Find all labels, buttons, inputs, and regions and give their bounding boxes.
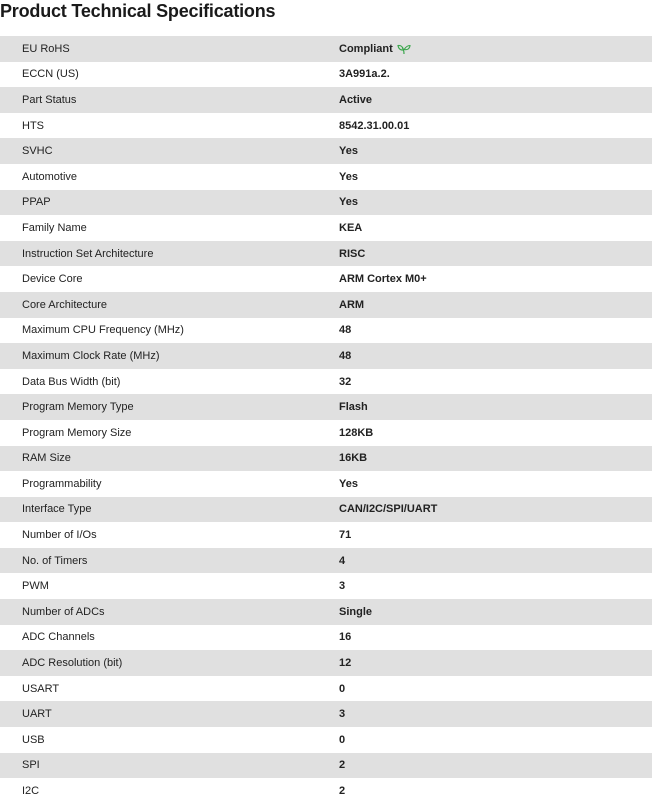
spec-value: 12 bbox=[339, 657, 352, 670]
spec-value-cell bbox=[339, 497, 652, 523]
spec-name: Core Architecture bbox=[22, 298, 107, 311]
spec-value: 16 bbox=[339, 631, 352, 644]
spec-value-cell bbox=[339, 266, 652, 292]
spec-value: Compliant bbox=[339, 42, 393, 55]
spec-value-cell bbox=[339, 420, 652, 446]
spec-name: I2C bbox=[22, 785, 40, 798]
spec-value: 48 bbox=[339, 349, 352, 362]
spec-value: 0 bbox=[339, 733, 346, 746]
spec-row bbox=[0, 497, 652, 523]
spec-value-cell bbox=[339, 676, 652, 702]
spec-value-cell bbox=[339, 573, 652, 599]
spec-name: ECCN (US) bbox=[22, 68, 79, 81]
spec-name: Interface Type bbox=[22, 503, 92, 516]
spec-row bbox=[0, 87, 652, 113]
spec-row bbox=[0, 215, 652, 241]
spec-value: Active bbox=[339, 93, 373, 106]
spec-name: RAM Size bbox=[22, 452, 71, 465]
spec-value-cell bbox=[339, 292, 652, 318]
spec-value-cell bbox=[339, 778, 652, 804]
spec-row bbox=[0, 190, 652, 216]
spec-value-cell bbox=[339, 318, 652, 344]
spec-value-cell bbox=[339, 138, 652, 164]
spec-value-cell bbox=[339, 650, 652, 676]
spec-value-cell bbox=[339, 36, 652, 62]
spec-value: 2 bbox=[339, 759, 346, 772]
spec-value-cell bbox=[339, 87, 652, 113]
spec-value-cell bbox=[339, 599, 652, 625]
spec-value: 16KB bbox=[339, 452, 368, 465]
spec-value: Yes bbox=[339, 170, 358, 183]
spec-value-cell bbox=[339, 113, 652, 139]
spec-name: Program Memory Size bbox=[22, 426, 132, 439]
spec-value: 3A991a.2. bbox=[339, 68, 390, 81]
spec-name: Family Name bbox=[22, 221, 87, 234]
spec-row bbox=[0, 62, 652, 88]
specifications-table-body bbox=[0, 36, 652, 804]
spec-name: PPAP bbox=[22, 196, 51, 209]
spec-name: Programmability bbox=[22, 477, 102, 490]
spec-row bbox=[0, 164, 652, 190]
spec-value-cell bbox=[339, 753, 652, 779]
spec-value: 3 bbox=[339, 708, 346, 721]
spec-value: Yes bbox=[339, 145, 358, 158]
specifications-table bbox=[0, 36, 652, 804]
spec-name: Data Bus Width (bit) bbox=[22, 375, 121, 388]
spec-value-cell bbox=[339, 343, 652, 369]
spec-name: Maximum CPU Frequency (MHz) bbox=[22, 324, 184, 337]
spec-value: 8542.31.00.01 bbox=[339, 119, 410, 132]
spec-name: Number of ADCs bbox=[22, 605, 105, 618]
page-title: Product Technical Specifications bbox=[0, 1, 276, 21]
spec-value-cell bbox=[339, 548, 652, 574]
spec-value-cell bbox=[339, 62, 652, 88]
spec-value: 2 bbox=[339, 785, 346, 798]
leaf-icon bbox=[397, 43, 411, 55]
spec-value: 71 bbox=[339, 529, 352, 542]
spec-name: HTS bbox=[22, 119, 44, 132]
spec-value: ARM Cortex M0+ bbox=[339, 273, 427, 286]
spec-value-cell bbox=[339, 164, 652, 190]
spec-name: USB bbox=[22, 733, 45, 746]
spec-name: Number of I/Os bbox=[22, 529, 97, 542]
spec-value: RISC bbox=[339, 247, 366, 260]
spec-value: ARM bbox=[339, 298, 365, 311]
spec-value-cell bbox=[339, 241, 652, 267]
spec-value: Yes bbox=[339, 477, 358, 490]
spec-value-cell bbox=[339, 625, 652, 651]
spec-name: SVHC bbox=[22, 145, 53, 158]
spec-value: Single bbox=[339, 605, 373, 618]
spec-name: PWM bbox=[22, 580, 49, 593]
spec-row bbox=[0, 420, 652, 446]
spec-name: ADC Resolution (bit) bbox=[22, 657, 123, 670]
spec-value: Yes bbox=[339, 196, 358, 209]
spec-row bbox=[0, 369, 652, 395]
spec-name: Device Core bbox=[22, 273, 83, 286]
spec-row bbox=[0, 446, 652, 472]
spec-name: SPI bbox=[22, 759, 40, 772]
spec-value-cell bbox=[339, 701, 652, 727]
spec-value: 3 bbox=[339, 580, 346, 593]
spec-value: 32 bbox=[339, 375, 352, 388]
spec-value-cell bbox=[339, 522, 652, 548]
spec-value-cell bbox=[339, 215, 652, 241]
spec-row bbox=[0, 471, 652, 497]
spec-name: No. of Timers bbox=[22, 554, 88, 567]
spec-name: ADC Channels bbox=[22, 631, 95, 644]
spec-row bbox=[0, 625, 652, 651]
spec-row bbox=[0, 650, 652, 676]
spec-value: 0 bbox=[339, 682, 346, 695]
spec-row bbox=[0, 573, 652, 599]
spec-row bbox=[0, 778, 652, 804]
spec-name: Part Status bbox=[22, 93, 77, 106]
spec-row bbox=[0, 36, 652, 62]
spec-name: Instruction Set Architecture bbox=[22, 247, 154, 260]
spec-value-cell bbox=[339, 727, 652, 753]
spec-value: CAN/I2C/SPI/UART bbox=[339, 503, 438, 516]
spec-row bbox=[0, 266, 652, 292]
spec-name: EU RoHS bbox=[22, 42, 70, 55]
spec-name: Automotive bbox=[22, 170, 78, 183]
spec-row bbox=[0, 599, 652, 625]
spec-name: Maximum Clock Rate (MHz) bbox=[22, 349, 160, 362]
spec-value-cell bbox=[339, 471, 652, 497]
spec-row bbox=[0, 318, 652, 344]
spec-value: 128KB bbox=[339, 426, 374, 439]
spec-value-cell bbox=[339, 369, 652, 395]
spec-row bbox=[0, 343, 652, 369]
spec-row bbox=[0, 292, 652, 318]
spec-value-cell bbox=[339, 394, 652, 420]
spec-row bbox=[0, 701, 652, 727]
spec-value-cell bbox=[339, 190, 652, 216]
spec-value: KEA bbox=[339, 221, 363, 234]
spec-row bbox=[0, 241, 652, 267]
spec-row bbox=[0, 113, 652, 139]
spec-row bbox=[0, 138, 652, 164]
spec-name: Program Memory Type bbox=[22, 401, 134, 414]
spec-value: Flash bbox=[339, 401, 368, 414]
spec-value: 4 bbox=[339, 554, 346, 567]
spec-row bbox=[0, 522, 652, 548]
spec-row bbox=[0, 727, 652, 753]
spec-value-cell bbox=[339, 446, 652, 472]
spec-name: USART bbox=[22, 682, 60, 695]
spec-row bbox=[0, 676, 652, 702]
spec-row bbox=[0, 548, 652, 574]
spec-row bbox=[0, 394, 652, 420]
spec-value: 48 bbox=[339, 324, 352, 337]
spec-row bbox=[0, 753, 652, 779]
spec-name: UART bbox=[22, 708, 52, 721]
